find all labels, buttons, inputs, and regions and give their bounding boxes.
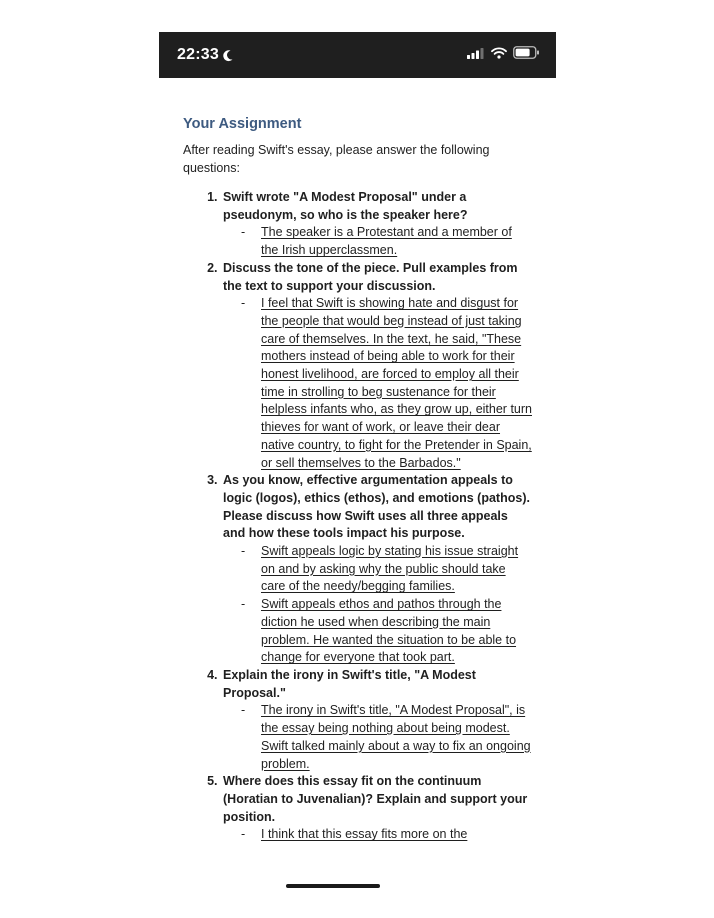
answer-item bbox=[241, 702, 532, 773]
question-item-4 bbox=[221, 667, 532, 773]
answer-text: Swift appeals logic by stating his issue straight on and by asking why the public should take care of the needy/begging families. bbox=[261, 544, 519, 594]
assignment-intro: After reading Swift's essay, please answer the following questions: bbox=[183, 143, 490, 175]
answer-item bbox=[241, 826, 532, 844]
battery-icon bbox=[513, 46, 540, 64]
question-text: As you know, effective argumentation appeals to logic (logos), ethics (ethos), and emotions (pathos). Please discuss how Swift uses all three appeals and how these tools impact his purpose. bbox=[223, 473, 530, 541]
question-text: Swift wrote "A Modest Proposal" under a pseudonym, so who is the speaker here? bbox=[223, 190, 468, 222]
question-list bbox=[183, 189, 532, 844]
answer-list bbox=[223, 224, 532, 259]
home-indicator-bar[interactable] bbox=[286, 884, 380, 888]
question-item-2 bbox=[221, 260, 532, 472]
question-text: Explain the irony in Swift's title, "A Modest Proposal." bbox=[223, 667, 476, 700]
answer-list bbox=[223, 543, 532, 667]
status-time-group bbox=[177, 46, 233, 64]
assignment-heading: Your Assignment bbox=[183, 116, 302, 132]
signal-icon bbox=[467, 46, 485, 64]
answer-text: The irony in Swift's title, "A Modest Proposal", is the essay being nothing about being modest. Swift talked mainly about a way to fix an ongoing problem. bbox=[261, 703, 531, 771]
answer-list bbox=[223, 826, 532, 844]
question-item-3 bbox=[221, 472, 532, 667]
status-icons bbox=[467, 46, 540, 64]
document-content bbox=[159, 78, 556, 844]
question-text: Where does this essay fit on the continuum (Horatian to Juvenalian)? Explain and support your position. bbox=[223, 774, 528, 824]
question-text: Discuss the tone of the piece. Pull examples from the text to support your discussion. bbox=[223, 260, 518, 293]
answer-list bbox=[223, 702, 532, 773]
status-bar bbox=[159, 32, 556, 78]
answer-item bbox=[241, 224, 532, 259]
wifi-icon bbox=[491, 46, 507, 64]
answer-item bbox=[241, 596, 532, 667]
question-item-1 bbox=[221, 189, 532, 260]
answer-text: I think that this essay fits more on the bbox=[261, 827, 468, 842]
question-item-5 bbox=[221, 773, 532, 844]
status-time: 22:33 bbox=[177, 46, 219, 63]
answer-item bbox=[241, 295, 532, 472]
phone-screen bbox=[159, 32, 556, 900]
answer-item bbox=[241, 543, 532, 596]
answer-text: The speaker is a Protestant and a member of the Irish upperclassmen. bbox=[261, 225, 512, 258]
answer-text: I feel that Swift is showing hate and disgust for the people that would beg instead of just taking care of themselves. In the text, he said, "These mothers instead of being able to work for their honest livelihood, are forced to employ all their time in strolling to beg sustenance for their helpless infants who, as they grow up, either turn thieves for want of work, or leave their dear native country, to fight for the Pretender in Spain, or sell themselves to the Barbados." bbox=[261, 296, 532, 470]
moon-icon bbox=[223, 49, 233, 61]
answer-list bbox=[223, 295, 532, 472]
answer-text: Swift appeals ethos and pathos through the diction he used when describing the main problem. He wanted the situation to be able to change for everyone that took part. bbox=[261, 597, 517, 665]
